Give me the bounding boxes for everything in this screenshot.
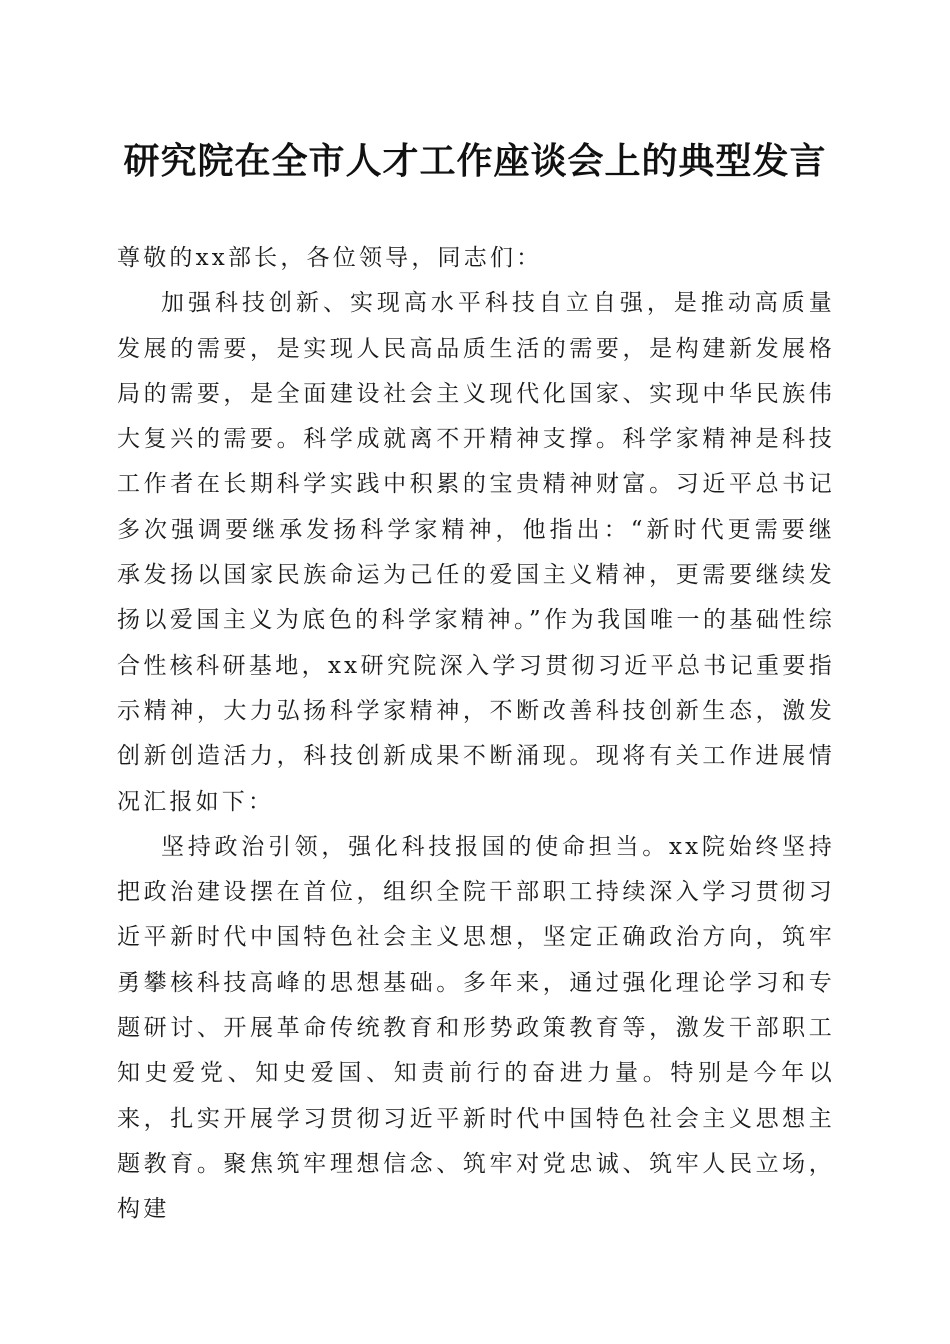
paragraph-intro: 加强科技创新、实现高水平科技自立自强，是推动高质量发展的需要，是实现人民高品质生活的需要，是构建新发展格局的需要，是全面建设社会主义现代化国家、实现中华民族伟大复兴的需要。科学成就离不开精神支撑。科学家精神是科技工作者在长期科学实践中积累的宝贵精神财富。习近平总书记多次强调要继承发扬科学家精神，他指出：“新时代更需要继承发扬以国家民族命运为己任的爱国主义精神，更需要继续发扬以爱国主义为底色的科学家精神。”作为我国唯一的基础性综合性核科研基地，xx研究院深入学习贯彻习近平总书记重要指示精神，大力弘扬科学家精神，不断改善科技创新生态，激发创新创造活力，科技创新成果不断涌现。现将有关工作进展情况汇报如下： xyxy=(117,290,835,815)
document-body xyxy=(117,236,835,1233)
paragraph-political-guidance: 坚持政治引领，强化科技报国的使命担当。xx院始终坚持把政治建设摆在首位，组织全院干部职工持续深入学习贯彻习近平新时代中国特色社会主义思想，坚定正确政治方向，筑牢勇攀核科技高峰的思想基础。多年来，通过强化理论学习和专题研讨、开展革命传统教育和形势政策教育等，激发干部职工知史爱党、知史爱国、知责前行的奋进力量。特别是今年以来，扎实开展学习贯彻习近平新时代中国特色社会主义思想主题教育。聚焦筑牢理想信念、筑牢对党忠诚、筑牢人民立场，构建 xyxy=(117,833,835,1223)
salutation: 尊敬的xx部长，各位领导，同志们： xyxy=(117,245,543,271)
document-title: 研究院在全市人才工作座谈会上的典型发言 xyxy=(123,140,827,182)
